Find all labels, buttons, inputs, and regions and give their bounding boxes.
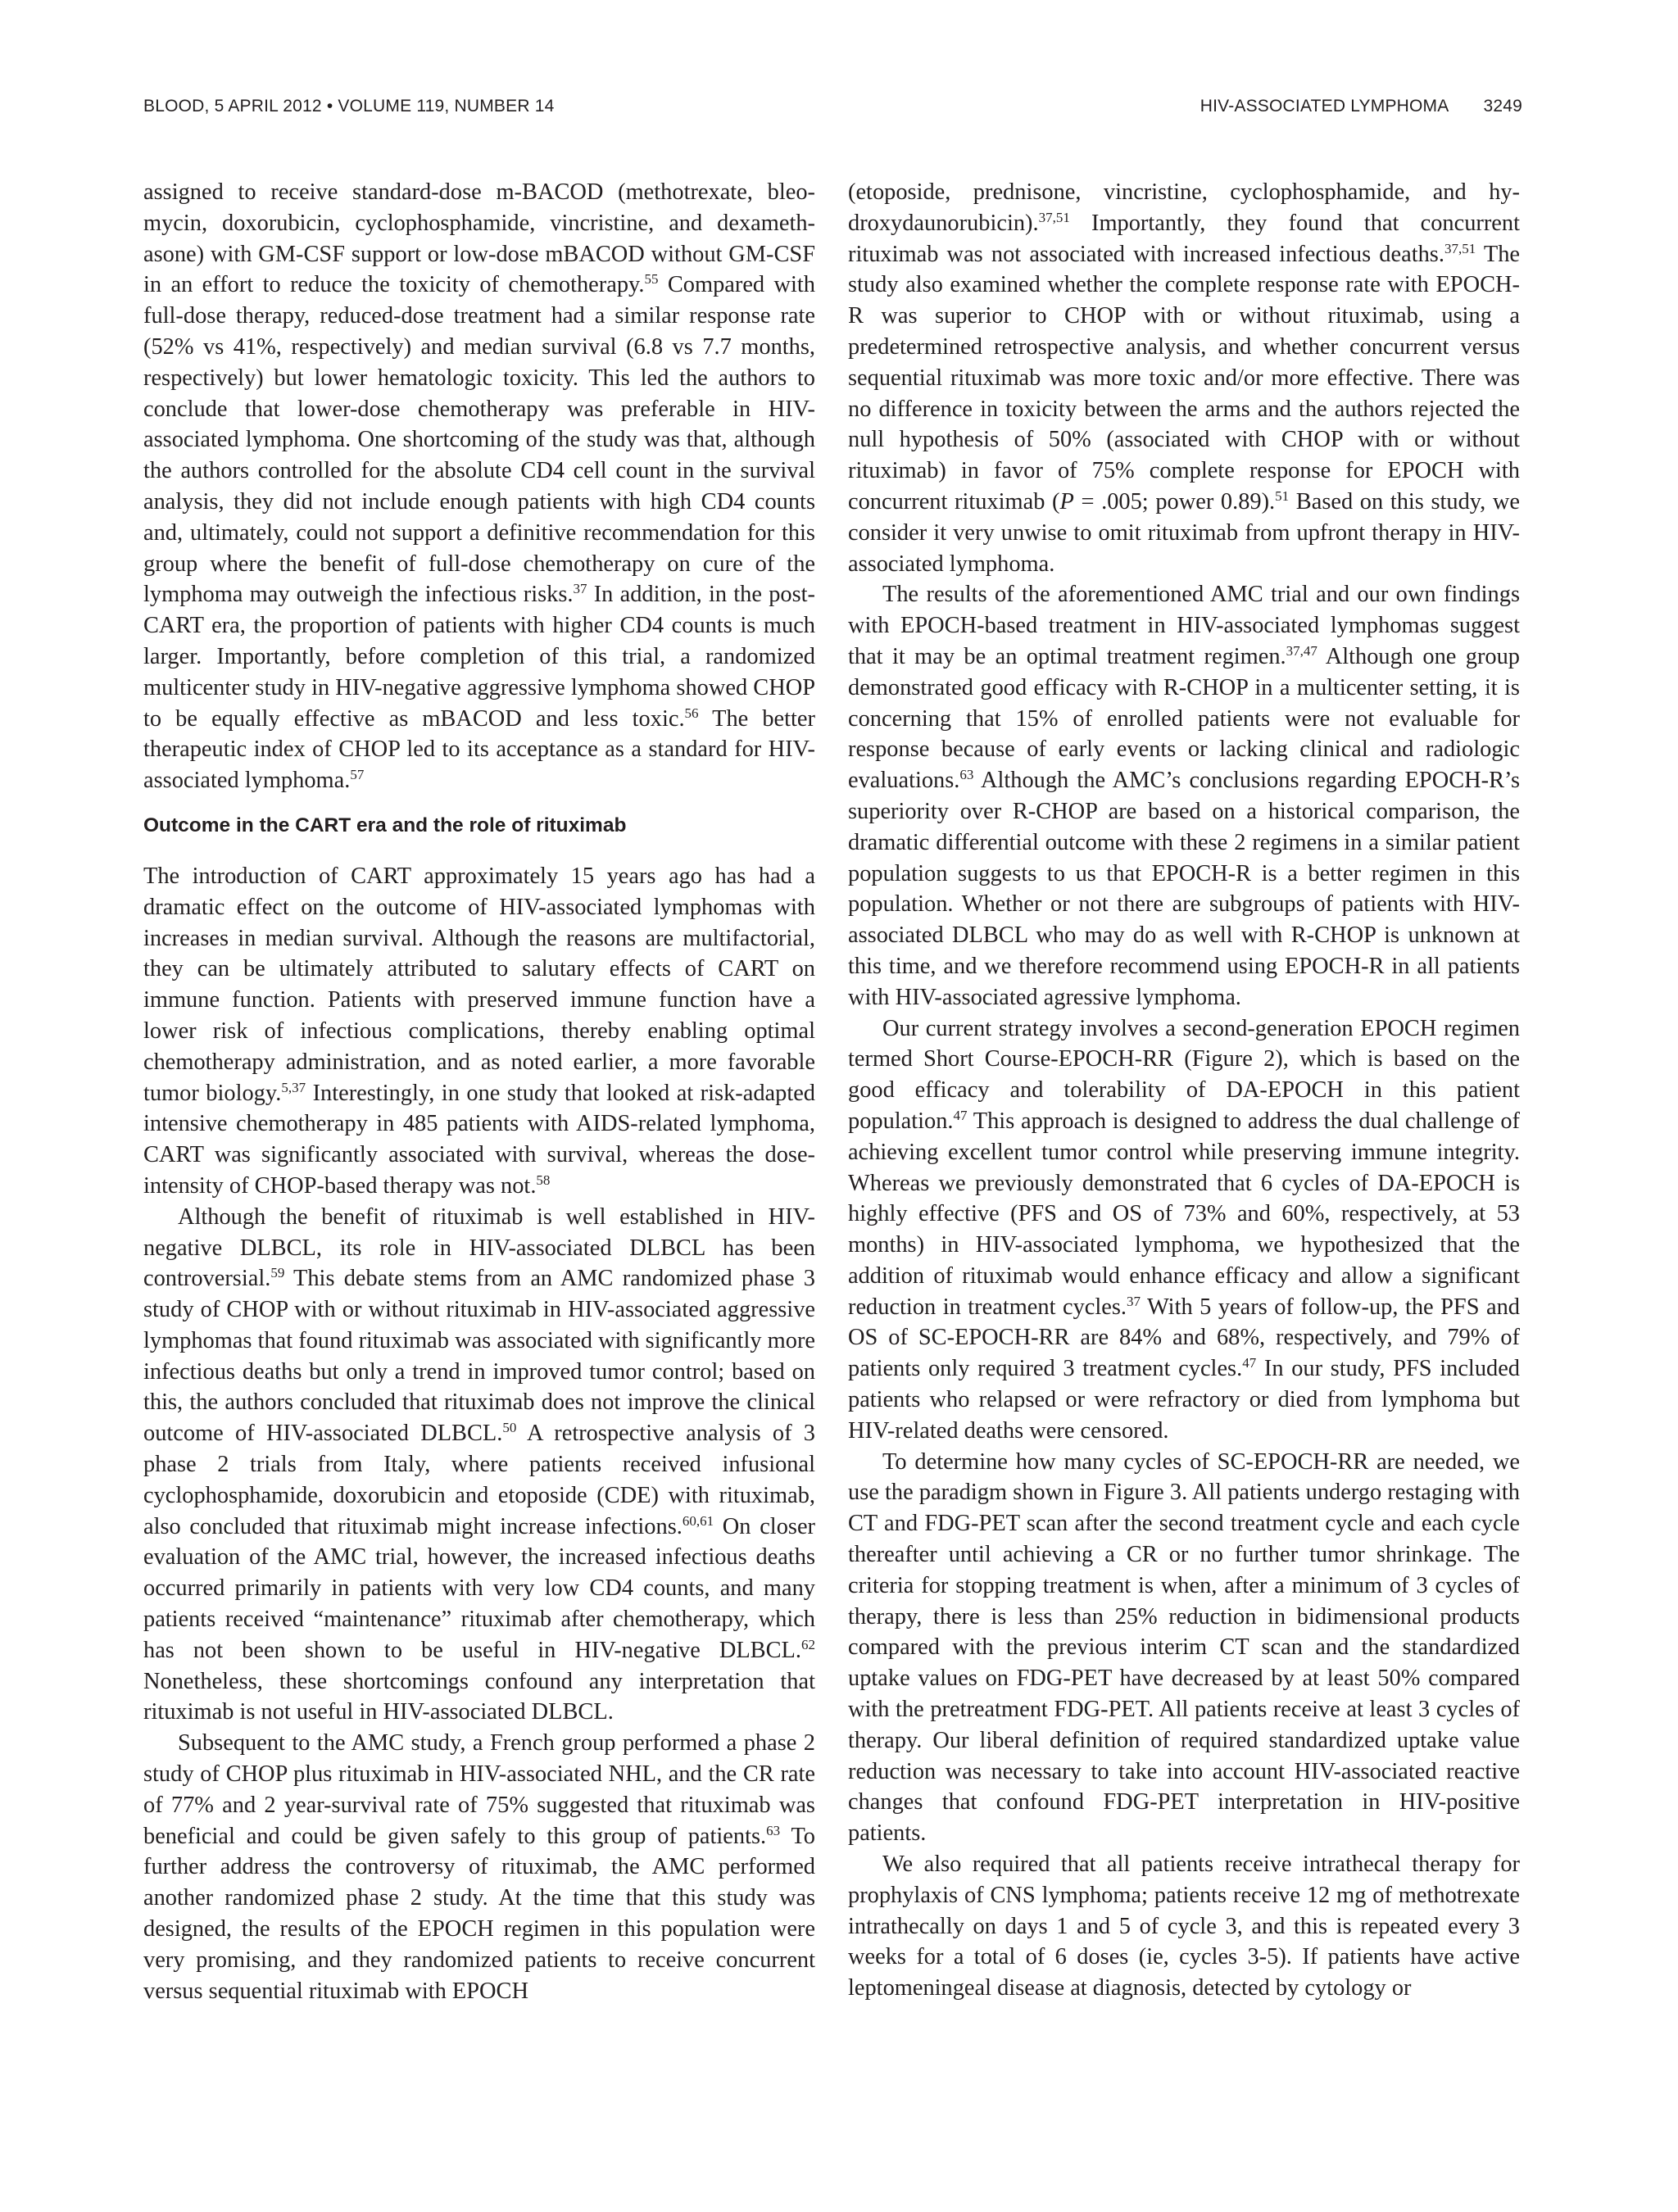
text-run: Although one group demonstrated good efficacy with R-CHOP in a multicenter setting, it is concerning that 15% of enrolled patients were not evaluable for response because of early events or lacking clinical and radiologic evaluations. <box>848 643 1520 794</box>
section-heading: Outcome in the CART era and the role of rituximab <box>143 814 627 836</box>
text-run: This debate stems from an AMC randomized phase 3 study of CHOP with or without rituximab in HIV-associated aggressive lymphomas that found rituximab was associated with significantly more infectious deaths but only a trend in improved tumor control; based on this, the authors concluded that rituximab does not improve the clinical outcome of HIV-associated DLBCL. <box>143 1266 816 1447</box>
text-run: Although the benefit of rituximab is well established in HIV-negative DLBCL, its role in HIV-associated DLBCL has been controversial. <box>143 1203 815 1292</box>
reference-superscript: 37,51 <box>1444 240 1476 256</box>
text-run: Subsequent to the AMC study, a French group performed a phase 2 study of CHOP plus rituximab in HIV-associated NHL, and the CR rate of 77% and 2 year-survival rate of 75% suggested that rituximab was beneficial and could be given safely to this group of patients. <box>143 1730 815 1849</box>
text-run: Compared with full-dose therapy, reduced-dose treatment had a similar response rate (52% vs 41%, respectively) and median survival (6.8 vs 7.7 months, respectively) but lower hematologic toxicity. This led the authors to conclude that lower-dose chemotherapy was preferable in HIV-associated lymphoma. One shortcoming of the study was that, although the authors controlled for the absolute CD4 cell count in the survival analysis, they did not include enough patients with high CD4 counts and, ultimately, could not support a definitive recommendation for this group where the benefit of full-dose chemotherapy on cure of the lymphoma may outweigh the infectious risks. <box>143 272 815 608</box>
reference-superscript: 60,61 <box>682 1512 714 1529</box>
paragraph <box>848 1849 1520 2004</box>
reference-superscript: 37,47 <box>1286 642 1317 659</box>
right-column <box>848 177 1520 2004</box>
running-title-block <box>1200 97 1522 116</box>
text-run: assigned to receive standard-dose m-BACOD (methotrexate, bleomycin, doxorubicin, cyclophosphamide, vincristine, and dexamethasone) with GM-CSF support or low-dose mBACOD without GM-CSF in an effort to reduce the toxicity of chemotherapy. <box>143 179 815 298</box>
journal-citation: BLOOD, 5 APRIL 2012 • VOLUME 119, NUMBER 14 <box>143 97 555 116</box>
paragraph <box>848 1447 1520 1849</box>
reference-superscript: 37 <box>573 581 587 597</box>
reference-superscript: 55 <box>644 271 659 288</box>
text-run: The introduction of CART approximately 15 years ago has had a dramatic effect on the outcome of HIV-associated lymphomas with increases in median survival. Although the reasons are multifactorial, they can be ultimately attributed to salutary effects of CART on immune function. Patients with preserved immune function have a lower risk of infectious complications, thereby enabling optimal chemotherapy administration, and as noted earlier, a more favorable tumor biology. <box>143 863 815 1106</box>
reference-superscript: 58 <box>536 1172 551 1188</box>
text-run: Our current strategy involves a second-generation EPOCH regimen termed Short Course-EPOCH-RR (Figure 2), which is based on the good efficacy and tolerability of DA-EPOCH in this patient population. <box>848 1015 1520 1134</box>
paragraph <box>848 1013 1520 1447</box>
reference-superscript: 59 <box>270 1265 285 1281</box>
reference-superscript: 47 <box>1242 1355 1257 1371</box>
text-run: = .005; power 0.89). <box>1073 488 1276 514</box>
left-column <box>143 177 815 2006</box>
text-run: A retrospective analysis of 3 phase 2 trials from Italy, where patients received infusional cyclophosphamide, doxorubicin and etoposide (CDE) with rituximab, also concluded that rituximab might increase infections. <box>143 1421 815 1539</box>
text-run: Based on this study, we consider it very unwise to omit rituximab from upfront therapy in HIV-associated lymphoma. <box>848 488 1520 577</box>
text-run: The results of the aforementioned AMC trial and our own findings with EPOCH-based treatment in HIV-associated lymphomas suggest that it may be an optimal treatment regimen. <box>848 582 1520 669</box>
reference-superscript: 37,51 <box>1038 209 1070 225</box>
reference-superscript: 5,37 <box>281 1079 306 1095</box>
paragraph <box>143 861 815 1202</box>
running-header <box>143 97 1522 121</box>
running-title: HIV-ASSOCIATED LYMPHOMA <box>1200 97 1449 116</box>
text-run: Interestingly, in one study that looked at risk-adapted intensive chemotherapy in 485 patients with AIDS-related lymphoma, CART was significantly associated with survival, whereas the dose-intensity of CHOP-based therapy was not. <box>143 1080 816 1199</box>
reference-superscript: 63 <box>959 767 974 783</box>
italic-p-value-symbol: P <box>1059 488 1074 514</box>
text-run: On closer evaluation of the AMC trial, however, the increased infectious deaths occurred primarily in patients with very low CD4 counts, and many patients received “maintenance” rituximab after chemotherapy, which has not been shown to be useful in HIV-negative DLBCL. <box>143 1513 815 1663</box>
reference-superscript: 62 <box>801 1636 815 1652</box>
page-number: 3249 <box>1483 97 1522 116</box>
reference-superscript: 56 <box>684 705 699 721</box>
paragraph <box>848 579 1520 1013</box>
text-run: With 5 years of follow-up, the PFS and OS of SC-EPOCH-RR are 84% and 68%, respectively, and 79% of patients only required 3 treatment cycles. <box>848 1294 1520 1382</box>
reference-superscript: 37 <box>1127 1293 1141 1309</box>
reference-superscript: 51 <box>1275 487 1290 504</box>
text-run: To determine how many cycles of SC-EPOCH-RR are needed, we use the paradigm shown in Figure 3. All patients undergo restaging with CT and FDG-PET scan after the second treatment cycle and each cycle thereafter until achieving a CR or no further tumor shrinkage. The criteria for stopping treatment is when, after a minimum of 3 cycles of therapy, there is less than 25% reduction in bidimensional products compared with the previous interim CT scan and the standardized uptake values on FDG-PET have decreased by at least 50% compared with the pretreatment FDG-PET. All patients receive at least 3 cycles of therapy. Our liberal definition of required standardized uptake value reduction was necessary to take into account HIV-associated reactive changes that confound FDG-PET interpretation in HIV-positive patients. <box>848 1448 1520 1847</box>
text-run: In addition, in the post-CART era, the proportion of patients with higher CD4 counts is much larger. Importantly, before completion of this trial, a randomized multicenter study in HIV-negative aggressive lymphoma showed CHOP to be equally effective as mBACOD and less toxic. <box>143 582 815 732</box>
text-run: (etoposide, prednisone, vincristine, cyclophosphamide, and hydroxydaunorubicin). <box>848 179 1520 236</box>
reference-superscript: 63 <box>766 1822 781 1838</box>
reference-superscript: 50 <box>502 1420 517 1436</box>
reference-superscript: 47 <box>953 1107 968 1123</box>
text-run: Nonetheless, these shortcomings confound any interpretation that rituximab is not useful in HIV-associated DLBCL. <box>143 1668 815 1725</box>
text-run: The better therapeutic index of CHOP led to its acceptance as a standard for HIV-associated lymphoma. <box>143 705 815 794</box>
paragraph <box>143 1728 815 2006</box>
text-run: The study also examined whether the complete response rate with EPOCH-R was superior to CHOP with or without rituximab, using a predetermined retrospective analysis, and whether concurrent versus sequential rituximab was more toxic and/or more effective. There was no difference in toxicity between the arms and the authors rejected the null hypothesis of 50% (associated with CHOP with or without rituximab) in favor of 75% complete response for EPOCH with concurrent rituximab ( <box>848 241 1520 514</box>
text-run: We also required that all patients receive intrathecal therapy for prophylaxis of CNS lymphoma; patients receive 12 mg of methotrexate intrathecally on days 1 and 5 of cycle 3, and this is repeated every 3 weeks for a total of 6 doses (ie, cycles 3-5). If patients have active leptomeningeal disease at diagnosis, detected by cytology or <box>848 1852 1520 2001</box>
reference-superscript: 57 <box>350 767 365 783</box>
text-run: This approach is designed to address the dual challenge of achieving excellent tumor control while preserving immune integrity. Whereas we previously demonstrated that 6 cycles of DA-EPOCH is highly effective (PFS and OS of 73% and 60%, respectively, at 53 months) in HIV-associated lymphoma, we hypothesized that the addition of rituximab would enhance efficacy and allow a significant reduction in treatment cycles. <box>848 1108 1520 1320</box>
paragraph <box>143 177 815 796</box>
paragraph <box>143 1202 815 1729</box>
text-run: To further address the controversy of rituximab, the AMC performed another randomized phase 2 study. At the time that this study was designed, the results of the EPOCH regimen in this population were very promising, and they randomized patients to receive concurrent versus sequential rituximab with EPOCH <box>143 1823 815 2004</box>
text-run: Importantly, they found that concurrent rituximab was not associated with increased infectious deaths. <box>848 210 1520 267</box>
text-run: Although the AMC’s conclusions regarding EPOCH-R’s superiority over R-CHOP are based on a historical comparison, the dramatic differential outcome with these 2 regimens in a similar patient population suggests to us that EPOCH-R is a better regimen in this population. Whether or not there are subgroups of patients with HIV-associated DLBCL who may do as well with R-CHOP is unknown at this time, and we therefore recommend using EPOCH-R in all patients with HIV-associated agressive lymphoma. <box>848 768 1520 1010</box>
text-run: In our study, PFS included patients who relapsed or were refractory or died from lymphoma but HIV-related deaths were censored. <box>848 1356 1521 1444</box>
paragraph <box>848 177 1520 579</box>
